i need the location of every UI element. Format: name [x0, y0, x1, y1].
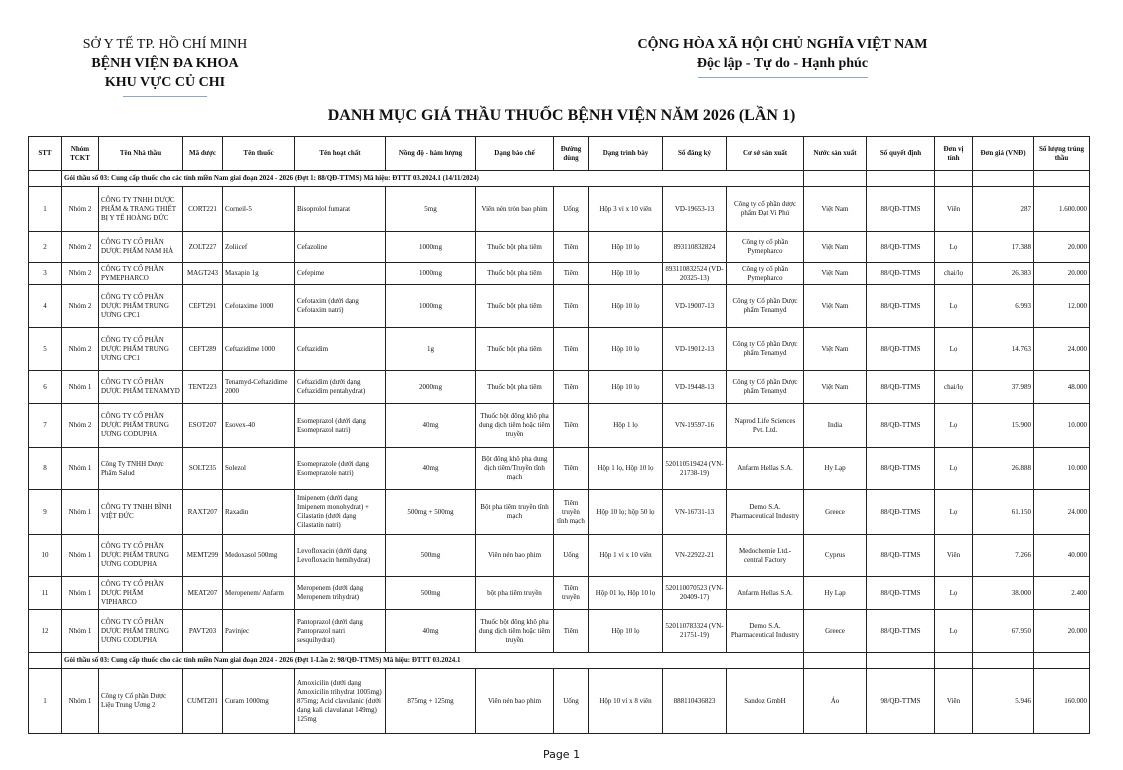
cell-so-dang-ky: 520110519424 (VN-21738-19): [663, 448, 727, 490]
table-row: [29, 448, 1090, 490]
cell-ten-thuoc: Raxadin: [223, 490, 295, 535]
cell-nha-thau: CÔNG TY CỔ PHẦN DƯỢC PHẨM TRUNG ƯƠNG CODUPHA: [99, 535, 183, 577]
group-empty-cell: [867, 653, 935, 669]
cell-dang-trinh-bay: Hộp 1 vỉ x 10 viên: [589, 535, 663, 577]
cell-nong-do: 1000mg: [386, 263, 476, 285]
cell-so-luong: 12.000: [1034, 285, 1090, 328]
cell-nuoc: India: [804, 404, 867, 448]
cell-dang-bao-che: Bột đông khô pha dung dịch tiêm/Truyền tĩnh mạch: [476, 448, 554, 490]
cell-nuoc: Việt Nam: [804, 232, 867, 263]
cell-stt: 3: [29, 263, 62, 285]
cell-dang-trinh-bay: Hộp 1 lọ, Hộp 10 lọ: [589, 448, 663, 490]
cell-so-qd: 88/QĐ-TTMS: [867, 187, 935, 232]
cell-dvt: chai/lọ: [935, 371, 973, 404]
cell-dang-bao-che: Thuốc bột đông khô pha dung dịch tiêm hoặc tiêm truyền: [476, 610, 554, 653]
cell-dvt: Lọ: [935, 448, 973, 490]
col-dang-bao-che: Dạng bào chế: [476, 137, 554, 171]
table-row: [29, 577, 1090, 610]
cell-don-gia: 26.383: [973, 263, 1034, 285]
drug-price-table: [28, 136, 1090, 734]
col-hoat-chat: Tên hoạt chất: [295, 137, 386, 171]
cell-so-qd: 88/QĐ-TTMS: [867, 610, 935, 653]
group-title: Gói thầu số 03: Cung cấp thuốc cho các tỉnh miền Nam giai đoạn 2024 - 2026 (Đợt 1-Lần 2: 98/QĐ-TTMS) Mã hiệu: ĐTTT 03.2024.1: [62, 653, 804, 669]
table-row: [29, 404, 1090, 448]
cell-so-luong: 10.000: [1034, 448, 1090, 490]
group-empty-cell: [1034, 171, 1090, 187]
cell-hoat-chat: Meropenem (dưới dạng Meropenem trihydrat): [295, 577, 386, 610]
cell-ma-duoc: CEFT289: [183, 328, 223, 371]
cell-nhom: Nhóm 1: [62, 535, 99, 577]
cell-nha-thau: CÔNG TY CỔ PHẦN PYMEPHARCO: [99, 263, 183, 285]
cell-so-qd: 88/QĐ-TTMS: [867, 490, 935, 535]
group-empty-cell: [804, 653, 867, 669]
cell-nhom: Nhóm 2: [62, 232, 99, 263]
col-stt: STT: [29, 137, 62, 171]
cell-dang-bao-che: Thuốc bột pha tiêm: [476, 328, 554, 371]
cell-dang-bao-che: Thuốc bột pha tiêm: [476, 263, 554, 285]
col-so-dang-ky: Số đăng ký: [663, 137, 727, 171]
cell-ma-duoc: SOLT235: [183, 448, 223, 490]
cell-nong-do: 5mg: [386, 187, 476, 232]
cell-stt: 7: [29, 404, 62, 448]
cell-nuoc: Việt Nam: [804, 285, 867, 328]
cell-dang-trinh-bay: Hộp 10 lọ: [589, 371, 663, 404]
cell-dvt: Viên: [935, 187, 973, 232]
cell-duong-dung: Tiêm: [554, 448, 589, 490]
cell-nong-do: 500mg: [386, 577, 476, 610]
cell-nhom: Nhóm 2: [62, 263, 99, 285]
cell-hoat-chat: Cefazoline: [295, 232, 386, 263]
cell-so-dang-ky: VD-19653-13: [663, 187, 727, 232]
cell-hoat-chat: Ceftazidim (dưới dạng Ceftazidim pentahydrat): [295, 371, 386, 404]
cell-ma-duoc: MAGT243: [183, 263, 223, 285]
cell-so-luong: 1.600.000: [1034, 187, 1090, 232]
cell-so-qd: 88/QĐ-TTMS: [867, 371, 935, 404]
cell-so-dang-ky: 520110783324 (VN-21751-19): [663, 610, 727, 653]
cell-don-gia: 67.950: [973, 610, 1034, 653]
cell-hoat-chat: Pantoprazol (dưới dạng Pantoprazol natri sesquihydrat): [295, 610, 386, 653]
cell-dang-trinh-bay: Hộp 1 lọ: [589, 404, 663, 448]
cell-nuoc: Việt Nam: [804, 371, 867, 404]
page-number: Page 1: [542, 748, 581, 761]
cell-stt: 4: [29, 285, 62, 328]
cell-hoat-chat: Imipenem (dưới dạng Imipenem monohydrat) + Cilastatin (dưới dạng Cilastatin natri): [295, 490, 386, 535]
group-stt-cell: [29, 653, 62, 669]
cell-don-gia: 15.900: [973, 404, 1034, 448]
cell-ma-duoc: CORT221: [183, 187, 223, 232]
cell-dang-bao-che: Thuốc bột pha tiêm: [476, 285, 554, 328]
col-duong-dung: Đường dùng: [554, 137, 589, 171]
cell-don-gia: 14.763: [973, 328, 1034, 371]
group-empty-cell: [867, 171, 935, 187]
cell-nuoc: Việt Nam: [804, 263, 867, 285]
group-header-row: [29, 171, 1090, 187]
cell-hoat-chat: Cefepime: [295, 263, 386, 285]
cell-dvt: Lọ: [935, 610, 973, 653]
national-header: [600, 35, 965, 78]
cell-so-dang-ky: VN-16731-13: [663, 490, 727, 535]
col-don-gia: Đơn giá (VNĐ): [973, 137, 1034, 171]
cell-so-luong: 20.000: [1034, 263, 1090, 285]
col-co-so: Cơ sở sản xuất: [727, 137, 804, 171]
cell-stt: 1: [29, 187, 62, 232]
cell-dvt: Lọ: [935, 490, 973, 535]
cell-ten-thuoc: Cefotaxime 1000: [223, 285, 295, 328]
cell-so-dang-ky: VN-22922-21: [663, 535, 727, 577]
cell-stt: 6: [29, 371, 62, 404]
cell-nuoc: Greece: [804, 490, 867, 535]
cell-nong-do: 1000mg: [386, 232, 476, 263]
cell-so-luong: 48.000: [1034, 371, 1090, 404]
cell-dang-bao-che: Bột pha tiêm truyền tĩnh mạch: [476, 490, 554, 535]
cell-ten-thuoc: Zoliicef: [223, 232, 295, 263]
cell-so-dang-ky: 520110070523 (VN-20409-17): [663, 577, 727, 610]
cell-ten-thuoc: Ceftazidime 1000: [223, 328, 295, 371]
cell-dang-trinh-bay: Hộp 10 lọ: [589, 328, 663, 371]
cell-nong-do: 2000mg: [386, 371, 476, 404]
national-motto: Độc lập - Tự do - Hạnh phúc: [696, 56, 869, 71]
cell-duong-dung: Tiêm: [554, 263, 589, 285]
cell-so-qd: 88/QĐ-TTMS: [867, 535, 935, 577]
col-dvt: Đơn vị tính: [935, 137, 973, 171]
cell-dang-bao-che: Viên nén bao phim: [476, 669, 554, 734]
cell-nha-thau: CÔNG TY CỔ PHẦN DƯỢC PHẨM NAM HÀ: [99, 232, 183, 263]
cell-nha-thau: CÔNG TY CỔ PHẦN DƯỢC PHẨM TRUNG ƯƠNG CODUPHA: [99, 610, 183, 653]
cell-duong-dung: Tiêm: [554, 232, 589, 263]
cell-ten-thuoc: Esovex-40: [223, 404, 295, 448]
group-stt-cell: [29, 171, 62, 187]
issuer-header: [60, 35, 270, 97]
cell-nhom: Nhóm 1: [62, 448, 99, 490]
col-dang-trinh-bay: Dạng trình bày: [589, 137, 663, 171]
cell-dang-trinh-bay: Hộp 10 lọ: [589, 232, 663, 263]
cell-ten-thuoc: Curam 1000mg: [223, 669, 295, 734]
cell-nuoc: Việt Nam: [804, 328, 867, 371]
cell-co-so: Anfarm Hellas S.A.: [727, 577, 804, 610]
department-name: SỞ Y TẾ TP. HỒ CHÍ MINH: [82, 37, 248, 52]
group-empty-cell: [973, 653, 1034, 669]
cell-so-luong: 24.000: [1034, 328, 1090, 371]
cell-ma-duoc: CEFT291: [183, 285, 223, 328]
cell-nhom: Nhóm 1: [62, 610, 99, 653]
cell-dang-trinh-bay: Hộp 3 vỉ x 10 viên: [589, 187, 663, 232]
cell-duong-dung: Tiêm: [554, 610, 589, 653]
cell-duong-dung: Uống: [554, 669, 589, 734]
group-empty-cell: [973, 171, 1034, 187]
cell-stt: 12: [29, 610, 62, 653]
cell-so-luong: 160.000: [1034, 669, 1090, 734]
cell-ten-thuoc: Tenamyd-Ceftazidime 2000: [223, 371, 295, 404]
group-title: Gói thầu số 03: Cung cấp thuốc cho các tỉnh miền Nam giai đoạn 2024 - 2026 (Đợt 1: 88/QĐ-TTMS) Mã hiệu: ĐTTT 03.2024.1 (14/11/2024): [62, 171, 804, 187]
group-empty-cell: [935, 653, 973, 669]
table-body: [29, 171, 1090, 734]
cell-dang-bao-che: Viên nén tròn bao phim: [476, 187, 554, 232]
cell-stt: 10: [29, 535, 62, 577]
cell-don-gia: 287: [973, 187, 1034, 232]
cell-so-dang-ky: VN-19597-16: [663, 404, 727, 448]
cell-dang-trinh-bay: Hộp 10 lọ: [589, 610, 663, 653]
table-row: [29, 263, 1090, 285]
hospital-name: BỆNH VIỆN ĐA KHOA: [91, 56, 239, 71]
cell-co-so: Medochemie Ltd.- central Factory: [727, 535, 804, 577]
cell-so-luong: 10.000: [1034, 404, 1090, 448]
cell-duong-dung: Tiêm: [554, 404, 589, 448]
cell-duong-dung: Uống: [554, 187, 589, 232]
cell-hoat-chat: Esomeprazol (dưới dạng Esomeprazol natri): [295, 404, 386, 448]
cell-so-luong: 20.000: [1034, 610, 1090, 653]
cell-co-so: Công ty cổ phần dược phẩm Đạt Vi Phú: [727, 187, 804, 232]
cell-so-dang-ky: 893110832524 (VD-20325-13): [663, 263, 727, 285]
cell-stt: 2: [29, 232, 62, 263]
cell-so-dang-ky: VD-19012-13: [663, 328, 727, 371]
table-row: [29, 328, 1090, 371]
table-header-row: [29, 137, 1090, 171]
table-row: [29, 490, 1090, 535]
table-row: [29, 187, 1090, 232]
col-ma-duoc: Mã dược: [183, 137, 223, 171]
cell-ma-duoc: MEAT207: [183, 577, 223, 610]
cell-nuoc: Áo: [804, 669, 867, 734]
cell-so-qd: 88/QĐ-TTMS: [867, 328, 935, 371]
cell-so-qd: 98/QĐ-TTMS: [867, 669, 935, 734]
cell-don-gia: 38.000: [973, 577, 1034, 610]
cell-so-qd: 88/QĐ-TTMS: [867, 577, 935, 610]
cell-co-so: Naprod Life Sciences Pvt. Ltd.: [727, 404, 804, 448]
cell-nhom: Nhóm 2: [62, 187, 99, 232]
cell-co-so: Công ty Cổ phần Dược phẩm Tenamyd: [727, 371, 804, 404]
motto-divider: [698, 77, 868, 78]
cell-nong-do: 40mg: [386, 448, 476, 490]
cell-duong-dung: Tiêm: [554, 285, 589, 328]
group-empty-cell: [935, 171, 973, 187]
cell-nha-thau: CÔNG TY CỔ PHẦN DƯỢC PHẨM TRUNG ƯƠNG CODUPHA: [99, 404, 183, 448]
cell-dvt: Viên: [935, 669, 973, 734]
cell-nhom: Nhóm 2: [62, 404, 99, 448]
cell-co-so: Công ty cổ phần Pymepharco: [727, 263, 804, 285]
cell-nuoc: Hy Lạp: [804, 448, 867, 490]
cell-dang-trinh-bay: Hộp 10 lọ; hộp 50 lọ: [589, 490, 663, 535]
cell-co-so: Công ty Cổ phần Dược phẩm Tenamyd: [727, 285, 804, 328]
table-row: [29, 610, 1090, 653]
cell-nhom: Nhóm 2: [62, 328, 99, 371]
cell-ma-duoc: ZOLT227: [183, 232, 223, 263]
cell-stt: 8: [29, 448, 62, 490]
cell-ma-duoc: RAXT207: [183, 490, 223, 535]
cell-duong-dung: Tiêm truyền tĩnh mạch: [554, 490, 589, 535]
cell-co-so: Sandoz GmbH: [727, 669, 804, 734]
cell-nha-thau: CÔNG TY CỔ PHẦN DƯỢC PHẨM VIPHARCO: [99, 577, 183, 610]
cell-nhom: Nhóm 1: [62, 371, 99, 404]
header-divider: [123, 96, 207, 97]
cell-dang-bao-che: Thuốc bột pha tiêm: [476, 232, 554, 263]
cell-dvt: Lọ: [935, 577, 973, 610]
col-nong-do: Nồng độ - hàm lượng: [386, 137, 476, 171]
cell-dang-trinh-bay: Hộp 10 vỉ x 8 viên: [589, 669, 663, 734]
col-nuoc: Nước sản xuất: [804, 137, 867, 171]
cell-stt: 5: [29, 328, 62, 371]
cell-hoat-chat: Bisoprolol fumarat: [295, 187, 386, 232]
cell-ten-thuoc: Maxapin 1g: [223, 263, 295, 285]
cell-hoat-chat: Amoxicilin (dưới dạng Amoxicilin trihydrat 1005mg) 875mg; Acid clavulanic (dưới dạng kali clavulanat 149mg) 125mg: [295, 669, 386, 734]
cell-don-gia: 5.946: [973, 669, 1034, 734]
cell-nuoc: Greece: [804, 610, 867, 653]
col-ten-thuoc: Tên thuốc: [223, 137, 295, 171]
cell-so-qd: 88/QĐ-TTMS: [867, 404, 935, 448]
cell-co-so: Demo S.A. Pharmaceutical Industry: [727, 610, 804, 653]
cell-nong-do: 1g: [386, 328, 476, 371]
table-row: [29, 285, 1090, 328]
table-row: [29, 669, 1090, 734]
cell-duong-dung: Tiêm truyền: [554, 577, 589, 610]
cell-nong-do: 500mg + 500mg: [386, 490, 476, 535]
cell-nha-thau: CÔNG TY CỔ PHẦN DƯỢC PHẨM TENAMYD: [99, 371, 183, 404]
cell-hoat-chat: Levofloxacin (dưới dạng Levofloxacin hemihydrat): [295, 535, 386, 577]
cell-don-gia: 6.993: [973, 285, 1034, 328]
col-nhom: Nhóm TCKT: [62, 137, 99, 171]
cell-so-qd: 88/QĐ-TTMS: [867, 232, 935, 263]
cell-hoat-chat: Cefotaxim (dưới dạng Cefotaxim natri): [295, 285, 386, 328]
cell-so-dang-ky: 888110436823: [663, 669, 727, 734]
cell-nong-do: 1000mg: [386, 285, 476, 328]
cell-don-gia: 7.266: [973, 535, 1034, 577]
cell-don-gia: 17.388: [973, 232, 1034, 263]
cell-dang-bao-che: Thuốc bột đông khô pha dung dịch tiêm hoặc tiêm truyền: [476, 404, 554, 448]
cell-don-gia: 61.150: [973, 490, 1034, 535]
cell-ten-thuoc: Solezol: [223, 448, 295, 490]
cell-don-gia: 37.989: [973, 371, 1034, 404]
cell-stt: 11: [29, 577, 62, 610]
cell-so-qd: 88/QĐ-TTMS: [867, 263, 935, 285]
cell-hoat-chat: Ceftazidim: [295, 328, 386, 371]
cell-so-luong: 2.400: [1034, 577, 1090, 610]
cell-ten-thuoc: Meropenem/ Anfarm: [223, 577, 295, 610]
cell-ma-duoc: MEMT299: [183, 535, 223, 577]
cell-so-qd: 88/QĐ-TTMS: [867, 448, 935, 490]
cell-so-luong: 40.000: [1034, 535, 1090, 577]
cell-dvt: Lọ: [935, 232, 973, 263]
cell-nong-do: 875mg + 125mg: [386, 669, 476, 734]
cell-don-gia: 26.888: [973, 448, 1034, 490]
cell-dvt: Lọ: [935, 328, 973, 371]
cell-nhom: Nhóm 2: [62, 285, 99, 328]
cell-nha-thau: CÔNG TY CỔ PHẦN DƯỢC PHẨM TRUNG ƯƠNG CPC1: [99, 285, 183, 328]
cell-so-qd: 88/QĐ-TTMS: [867, 285, 935, 328]
cell-nong-do: 40mg: [386, 404, 476, 448]
cell-dang-bao-che: Viên nén bao phim: [476, 535, 554, 577]
document-title: DANH MỤC GIÁ THẦU THUỐC BỆNH VIỆN NĂM 2026 (LẦN 1): [327, 107, 796, 124]
table-row: [29, 232, 1090, 263]
national-title: CỘNG HÒA XÃ HỘI CHỦ NGHĨA VIỆT NAM: [637, 37, 928, 52]
cell-stt: 9: [29, 490, 62, 535]
cell-dvt: Lọ: [935, 404, 973, 448]
col-nha-thau: Tên Nhà thầu: [99, 137, 183, 171]
cell-so-luong: 20.000: [1034, 232, 1090, 263]
cell-dang-trinh-bay: Hộp 10 lọ: [589, 263, 663, 285]
cell-nha-thau: CÔNG TY TNHH DƯỢC PHẨM & TRANG THIẾT BỊ Y TẾ HOÀNG ĐỨC: [99, 187, 183, 232]
cell-dvt: chai/lọ: [935, 263, 973, 285]
col-so-qd: Số quyết định: [867, 137, 935, 171]
cell-so-dang-ky: VD-19448-13: [663, 371, 727, 404]
cell-nha-thau: Công Ty TNHH Dược Phẩm Salud: [99, 448, 183, 490]
cell-ten-thuoc: Pavinjec: [223, 610, 295, 653]
cell-stt: 1: [29, 669, 62, 734]
cell-nhom: Nhóm 1: [62, 490, 99, 535]
cell-nhom: Nhóm 1: [62, 669, 99, 734]
cell-ten-thuoc: Medoxasol 500mg: [223, 535, 295, 577]
cell-co-so: Demo S.A. Pharmaceutical Industry: [727, 490, 804, 535]
cell-nuoc: Cyprus: [804, 535, 867, 577]
cell-nha-thau: CÔNG TY CỔ PHẦN DƯỢC PHẨM TRUNG ƯƠNG CPC1: [99, 328, 183, 371]
cell-ma-duoc: TENT223: [183, 371, 223, 404]
cell-co-so: Công ty Cổ phần Dược phẩm Tenamyd: [727, 328, 804, 371]
cell-dang-trinh-bay: Hộp 01 lọ, Hộp 10 lọ: [589, 577, 663, 610]
table-row: [29, 535, 1090, 577]
col-so-luong: Số lượng trúng thầu: [1034, 137, 1090, 171]
cell-nhom: Nhóm 1: [62, 577, 99, 610]
group-header-row: [29, 653, 1090, 669]
group-empty-cell: [1034, 653, 1090, 669]
cell-dang-trinh-bay: Hộp 10 lọ: [589, 285, 663, 328]
hospital-area: KHU VỰC CỦ CHI: [104, 75, 226, 90]
cell-duong-dung: Tiêm: [554, 328, 589, 371]
group-empty-cell: [804, 171, 867, 187]
cell-so-dang-ky: VD-19007-13: [663, 285, 727, 328]
cell-dvt: Lọ: [935, 285, 973, 328]
cell-ma-duoc: PAVT203: [183, 610, 223, 653]
cell-nuoc: Việt Nam: [804, 187, 867, 232]
table-row: [29, 371, 1090, 404]
cell-dang-bao-che: Thuốc bột pha tiêm: [476, 371, 554, 404]
cell-nuoc: Hy Lạp: [804, 577, 867, 610]
cell-nha-thau: CÔNG TY TNHH BÌNH VIỆT ĐỨC: [99, 490, 183, 535]
cell-co-so: Anfarm Hellas S.A.: [727, 448, 804, 490]
cell-ma-duoc: ESOT207: [183, 404, 223, 448]
cell-so-luong: 24.000: [1034, 490, 1090, 535]
cell-nong-do: 40mg: [386, 610, 476, 653]
cell-dvt: Viên: [935, 535, 973, 577]
cell-duong-dung: Tiêm: [554, 371, 589, 404]
cell-duong-dung: Uống: [554, 535, 589, 577]
cell-ten-thuoc: Corneil-5: [223, 187, 295, 232]
cell-ma-duoc: CUMT201: [183, 669, 223, 734]
cell-nha-thau: Công ty Cổ phần Dược Liệu Trung Ương 2: [99, 669, 183, 734]
cell-co-so: Công ty cổ phần Pymepharco: [727, 232, 804, 263]
cell-nong-do: 500mg: [386, 535, 476, 577]
cell-dang-bao-che: bột pha tiêm truyền: [476, 577, 554, 610]
cell-so-dang-ky: 893110832824: [663, 232, 727, 263]
cell-hoat-chat: Esomeprazole (dưới dạng Esomeprazole natri): [295, 448, 386, 490]
